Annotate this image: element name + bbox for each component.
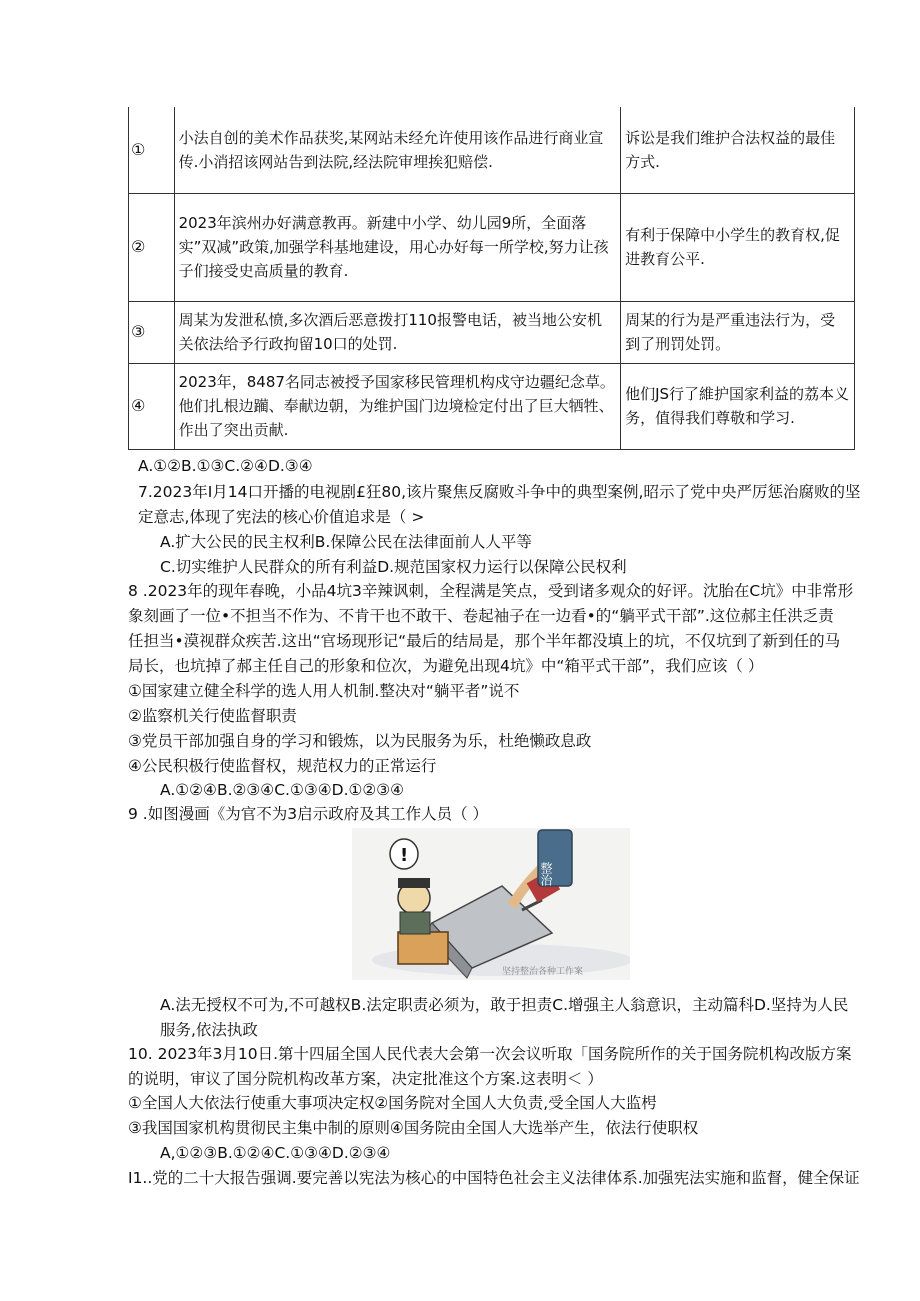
row-number: ④ [129, 363, 175, 449]
case-evaluation: 周某的行为是严重违法行为，受到了刑罚处罚。 [621, 301, 855, 363]
q8-stem-line1: 8 .2023年的现年春晚，小品4坑3辛辣讽刺，全程满是笑点，受到诸多观众的好评。沈胎在C坑》中非常形 [128, 582, 854, 600]
q7-options-ab: A.扩大公民的民主权利B.保障公民在法律面前人人平等 [160, 533, 532, 551]
q8-stem-line3: 任担当•漠视群众疾苦.这出“官场现形记“最后的结局是，那个半年都没填上的坑，不仅坑到了新到任的马 [128, 632, 841, 650]
row-number: ③ [129, 301, 175, 363]
q10-stem-line2: 的说明，审议了国分院机构改革方案，决定批准这个方案.这表明＜ ） [128, 1070, 603, 1088]
q7-stem-line2: 定意志,体现了宪法的核心价值追求是（ > [138, 508, 425, 526]
q9-stem: 9 .如图漫画《为官不为3启示政府及其工作人员（ ） [128, 805, 489, 823]
q8-stem-line2: 象刻画了一位•不担当不作为、不肯干也不敢干、卷起袖子在一边看•的“躺平式干部”.这位郝主任洪乏责 [128, 607, 834, 625]
case-description: 小法自创的美术作品获奖,某网站未经允许使用该作品进行商业宣传.小消招该网站告到法院,经法院审埋挨犯赔偿. [174, 107, 621, 193]
case-description: 2023年滨州办好满意教再。新建中小学、幼儿园9所，全面落实”双减”政策,加强学科基地建设，用心办好每一所学校,努力让孩子们接受史高质量的教育. [174, 193, 621, 301]
table-row [129, 107, 855, 193]
q8-statement-3: ③党员干部加强自身的学习和锻炼，以为民服务为乐，杜绝懒政息政 [128, 732, 592, 750]
cartoon-image [352, 828, 630, 980]
q11-stem-line1: I1..党的二十大报告强调.要完善以宪法为核心的中国特色社会主义法律体系.加强宪法实施和监督，健全保证 [128, 1169, 860, 1187]
q10-stem-line1: 10. 2023年3月10日.第十四届全国人民代表大会第一次会议听取「国务院所作的关于国务院机构改版方案 [128, 1045, 852, 1063]
case-evaluation: 诉讼是我们维护合法权益的最佳方式. [621, 107, 855, 193]
q8-statement-4: ④公民积极行使监督权，规范权力的正常运行 [128, 757, 437, 775]
q8-statement-2: ②监察机关行使监督职责 [128, 707, 297, 725]
cartoon-caption: 坚持整治各种工作案 [502, 967, 584, 977]
q9-options-line2: 服务,依法执政 [160, 1021, 258, 1039]
q7-stem-line1: 7.2023年I月14口开播的电视剧£狂80,该片聚焦反腐败斗争中的典型案例,昭示了党中央严厉惩治腐败的坚 [138, 483, 861, 501]
q6-options: A.①②B.①③C.②④D.③④ [138, 457, 313, 475]
case-evaluation: 他们JS行了維护国家利益的荔本义务，值得我们尊敬和学习. [621, 363, 855, 449]
q10-statements-34: ③我国国家机构贯彻民主集中制的原则④国务院由全国人大选举产生，依法行使职权 [128, 1119, 699, 1137]
q10-options: A,①②③B.①②④C.①③④D.②③④ [160, 1144, 391, 1162]
table-row [129, 363, 855, 449]
q8-options: A.①②④B.②③④C.①③④D.①②③④ [160, 781, 405, 799]
case-description: 2023年，8487名同志被授予国家移民管理机构戍守边疆纪念草。他们扎根边躏、奉献边朝，为维护国门边境检定付出了巨大牺牲、作出了突出贡献. [174, 363, 621, 449]
q10-statements-12: ①全国人大依法行使重大事项决定权②国务院对全国人大负责,受全国人大监枵 [128, 1094, 657, 1112]
q9-options-line1: A.法无授权不可为,不可越权B.法定职责必须为，敢于担责C.增强主人翁意识，主动篇科D.坚持为人民 [160, 996, 849, 1014]
row-number: ② [129, 193, 175, 301]
q8-statement-1: ①国家建立健全科学的选人用人机制.整决对“躺平者”说不 [128, 682, 520, 700]
cartoon-sign-text: 整治 [539, 862, 553, 886]
case-description: 周某为发泄私愤,多次酒后恶意拨打110报警电话，被当地公安机关依法给予行政拘留10口的处罚. [174, 301, 621, 363]
case-table [128, 107, 855, 450]
q8-stem-line4: 局长，也坑掉了郝主任自己的形象和位次，为避免出现4坑》中“箱平式干部”，我们应该（ ） [128, 657, 764, 675]
case-evaluation: 有利于保障中小学生的教育权,促进教育公平. [621, 193, 855, 301]
row-number: ① [129, 107, 175, 193]
q7-options-cd: C.切实维护人民群众的所有利益D.规范国家权力运行以保障公民权利 [160, 558, 627, 576]
table-row [129, 193, 855, 301]
svg-text:!: ! [400, 845, 409, 866]
table-row [129, 301, 855, 363]
